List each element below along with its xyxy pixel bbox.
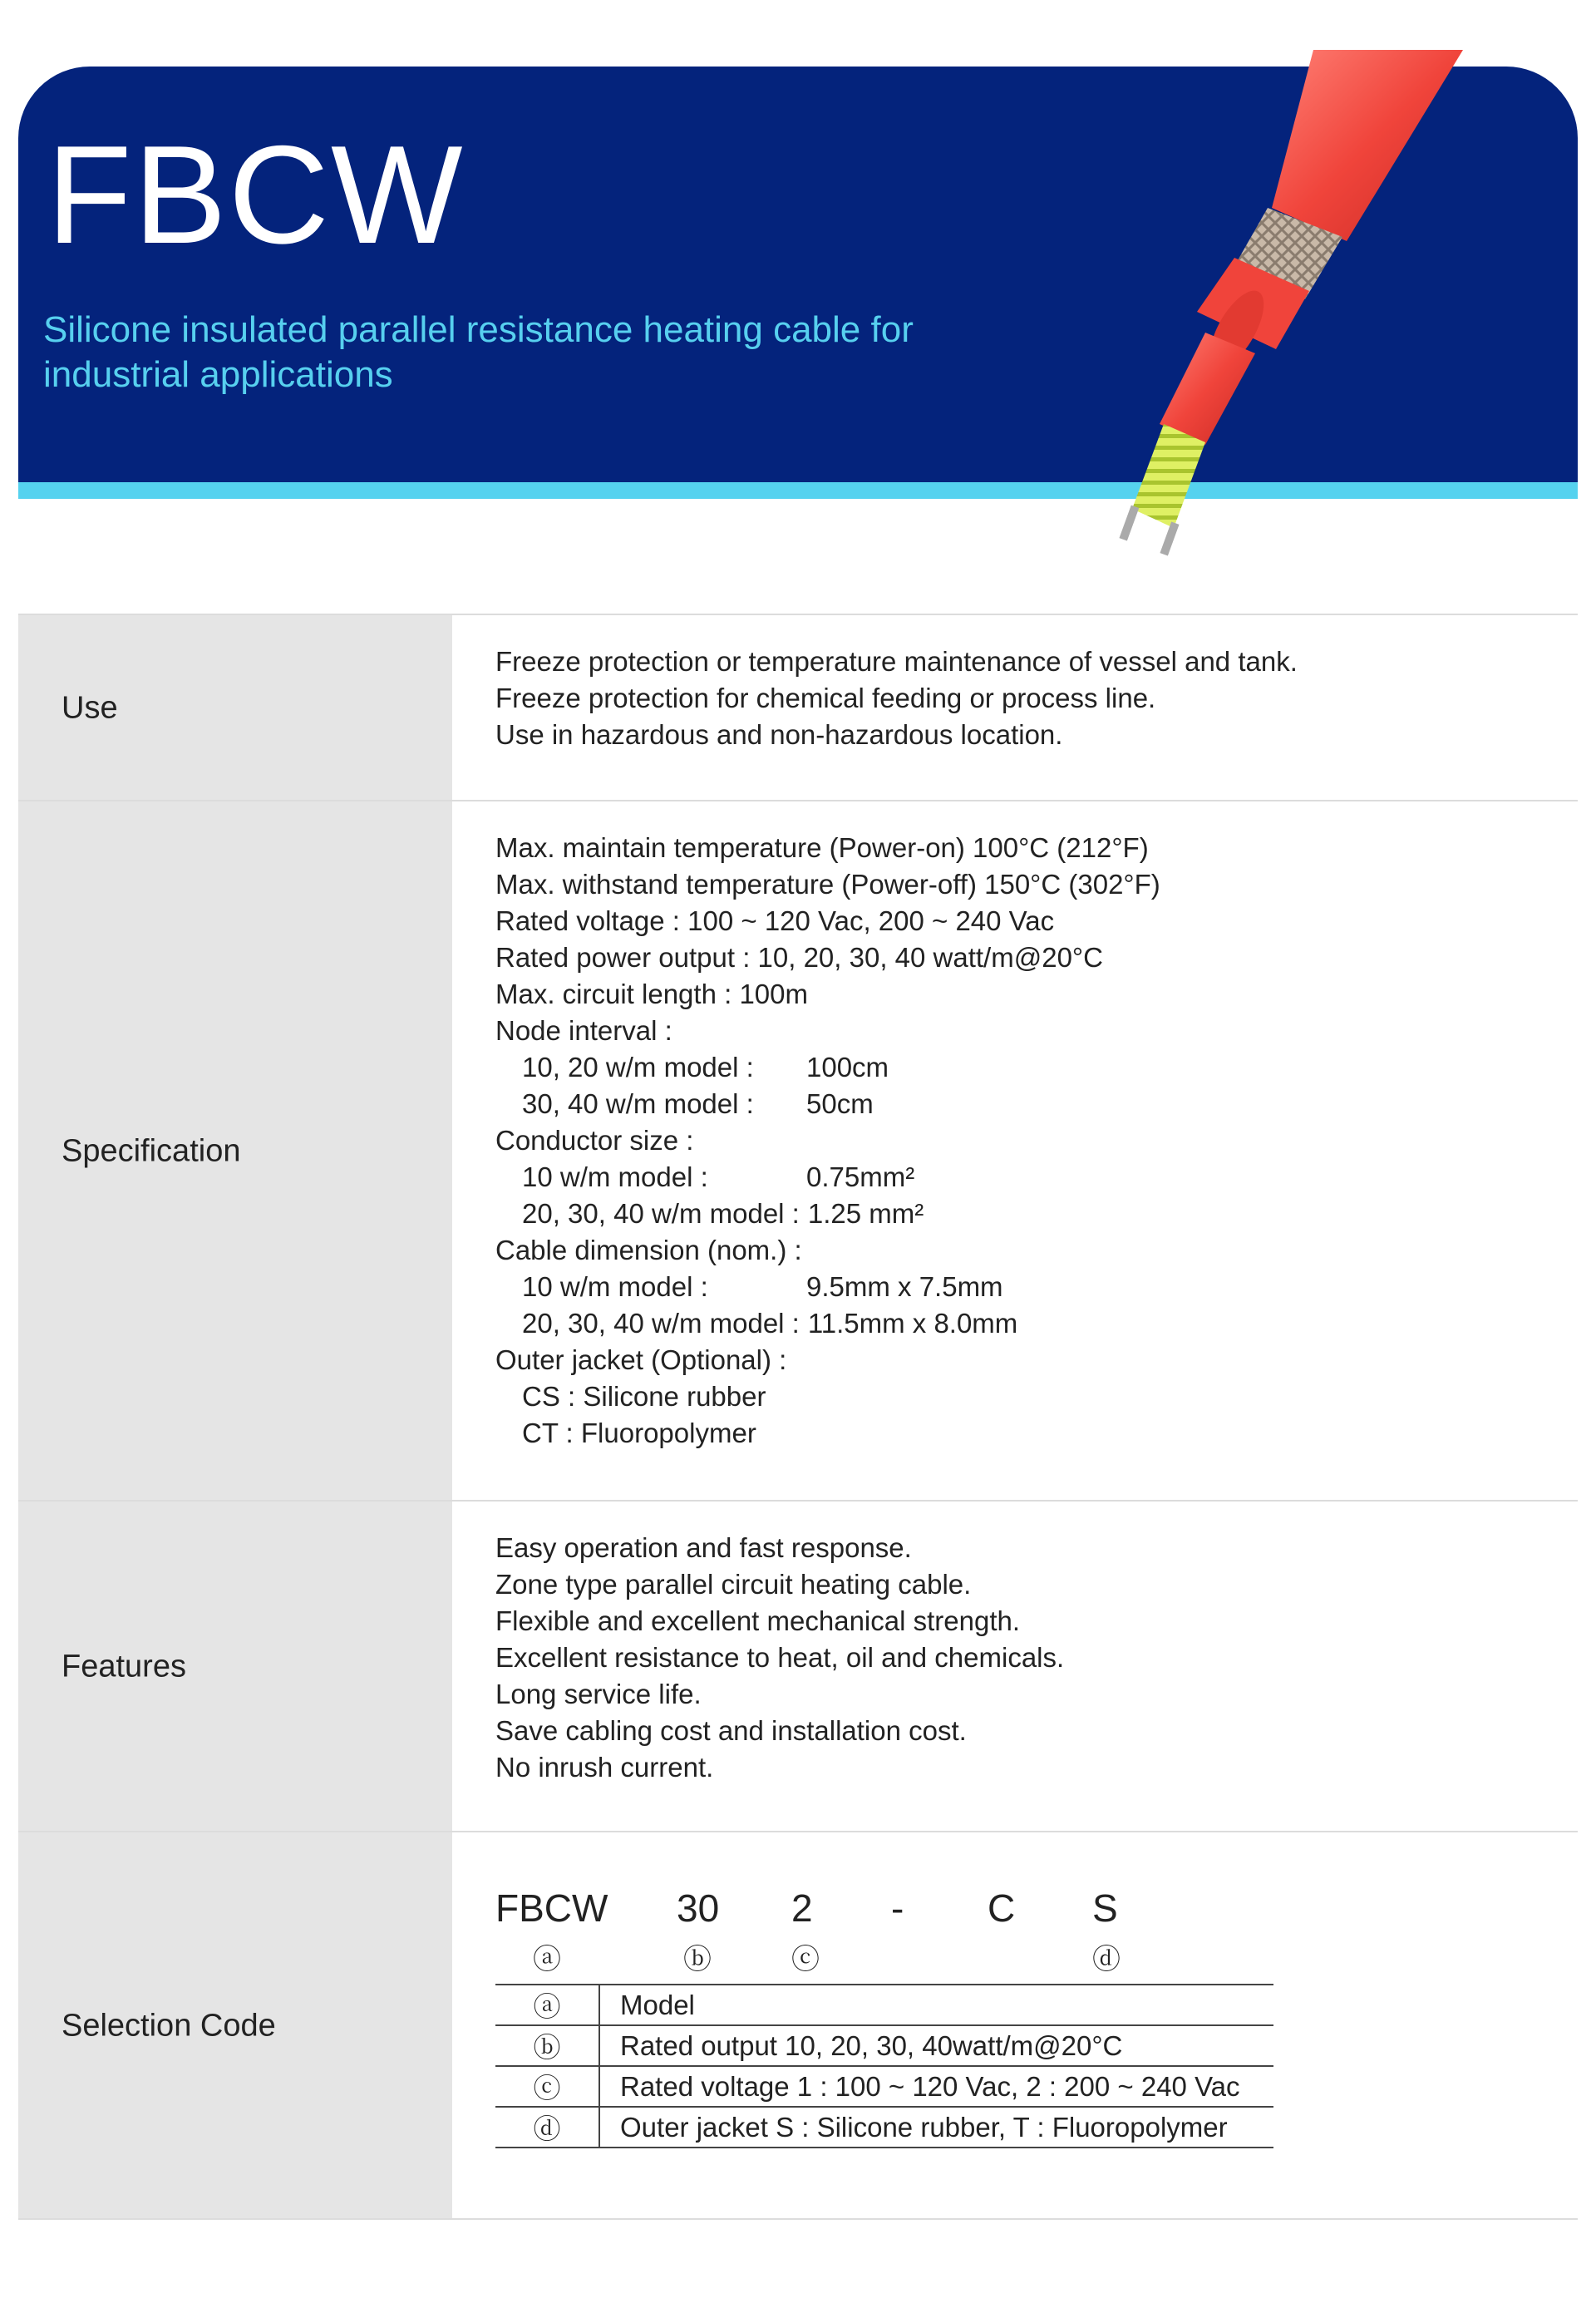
specification-label-cell — [18, 801, 452, 1502]
spec-outer-jacket-item: CT : Fluoropolymer — [522, 1418, 756, 1448]
table-mark: ⓓ — [495, 2107, 599, 2148]
spec-rated-power: Rated power output : 10, 20, 30, 40 watt/m@20°C — [495, 942, 1103, 973]
use-content — [495, 615, 1578, 801]
code-marker-b: ⓑ — [683, 1944, 712, 1975]
spec-conductor-size-heading: Conductor size : — [495, 1125, 694, 1156]
code-part-voltage: 2 — [791, 1886, 813, 1930]
spec-outer-jacket-item: CS : Silicone rubber — [522, 1381, 766, 1412]
spec-node-interval-heading: Node interval : — [495, 1015, 672, 1046]
feature-line: No inrush current. — [495, 1752, 714, 1783]
selection-content — [495, 1832, 1578, 2220]
use-label: Use — [62, 690, 118, 726]
code-marker-c: ⓒ — [791, 1944, 820, 1975]
table-row — [495, 1985, 1273, 2025]
use-line: Freeze protection or temperature maintenance of vessel and tank. — [495, 646, 1298, 677]
spec-max-maintain: Max. maintain temperature (Power-on) 100°C (212°F) — [495, 832, 1149, 863]
code-part-model: FBCW — [495, 1886, 608, 1930]
spec-cable-dimension-heading: Cable dimension (nom.) : — [495, 1235, 802, 1265]
table-mark: ⓒ — [495, 2066, 599, 2107]
selection-code-table — [495, 1984, 1273, 2148]
feature-line: Easy operation and fast response. — [495, 1532, 912, 1563]
code-part-jacket-c: C — [988, 1886, 1016, 1930]
features-label-cell — [18, 1502, 452, 1832]
feature-line: Flexible and excellent mechanical strength. — [495, 1605, 1021, 1636]
table-desc: Model — [599, 1985, 1273, 2025]
specification-label: Specification — [62, 1133, 241, 1169]
spec-rated-voltage: Rated voltage : 100 ~ 120 Vac, 200 ~ 240 Vac — [495, 905, 1055, 936]
table-row — [495, 2066, 1273, 2107]
feature-line: Excellent resistance to heat, oil and chemicals. — [495, 1642, 1065, 1673]
code-marker-d: ⓓ — [1092, 1944, 1121, 1975]
selection-code-row — [18, 1831, 1578, 2220]
spec-conductor-size-row: 10 w/m model : 0.75mm² — [522, 1161, 915, 1192]
use-label-cell — [18, 615, 452, 801]
feature-line: Zone type parallel circuit heating cable. — [495, 1569, 972, 1600]
spec-node-interval-row: 10, 20 w/m model : 100cm — [522, 1052, 889, 1082]
features-label: Features — [62, 1649, 186, 1684]
code-marker-a: ⓐ — [533, 1944, 561, 1975]
specification-content — [495, 801, 1578, 1502]
table-row — [495, 2107, 1273, 2148]
spec-cable-dimension-row: 10 w/m model : 9.5mm x 7.5mm — [522, 1271, 1003, 1302]
selection-label-cell — [18, 1832, 452, 2220]
code-part-dash: - — [891, 1886, 904, 1930]
use-row — [18, 614, 1578, 801]
code-part-jacket-s: S — [1092, 1886, 1118, 1930]
table-mark: ⓑ — [495, 2025, 599, 2066]
heating-cable-illustration — [956, 50, 1513, 599]
use-line: Use in hazardous and non-hazardous location. — [495, 719, 1063, 750]
spec-max-withstand: Max. withstand temperature (Power-off) 150°C (302°F) — [495, 869, 1160, 900]
table-desc: Rated voltage 1 : 100 ~ 120 Vac, 2 : 200 ~ 240 Vac — [599, 2066, 1273, 2107]
spec-conductor-size-row: 20, 30, 40 w/m model : 1.25 mm² — [522, 1198, 924, 1229]
code-part-output: 30 — [677, 1886, 720, 1930]
feature-line: Save cabling cost and installation cost. — [495, 1715, 967, 1746]
selection-label: Selection Code — [62, 2008, 276, 2044]
table-row — [495, 2025, 1273, 2066]
page-subtitle: Silicone insulated parallel resistance heating cable for industrial applications — [43, 309, 914, 395]
features-content — [495, 1502, 1578, 1832]
use-line: Freeze protection for chemical feeding or process line. — [495, 683, 1156, 713]
spec-cable-dimension-row: 20, 30, 40 w/m model : 11.5mm x 8.0mm — [522, 1308, 1018, 1339]
spec-circuit-length: Max. circuit length : 100m — [495, 979, 808, 1009]
spec-outer-jacket-heading: Outer jacket (Optional) : — [495, 1344, 787, 1375]
spec-node-interval-row: 30, 40 w/m model : 50cm — [522, 1088, 874, 1119]
page-title: FBCW — [47, 116, 465, 273]
feature-line: Long service life. — [495, 1679, 702, 1709]
features-row — [18, 1500, 1578, 1832]
table-desc: Outer jacket S : Silicone rubber, T : Fluoropolymer — [599, 2107, 1273, 2148]
table-bottom-rule — [18, 2218, 1578, 2220]
cable-body — [1119, 50, 1463, 556]
specification-row — [18, 800, 1578, 1502]
table-mark: ⓐ — [495, 1985, 599, 2025]
table-desc: Rated output 10, 20, 30, 40watt/m@20°C — [599, 2025, 1273, 2066]
